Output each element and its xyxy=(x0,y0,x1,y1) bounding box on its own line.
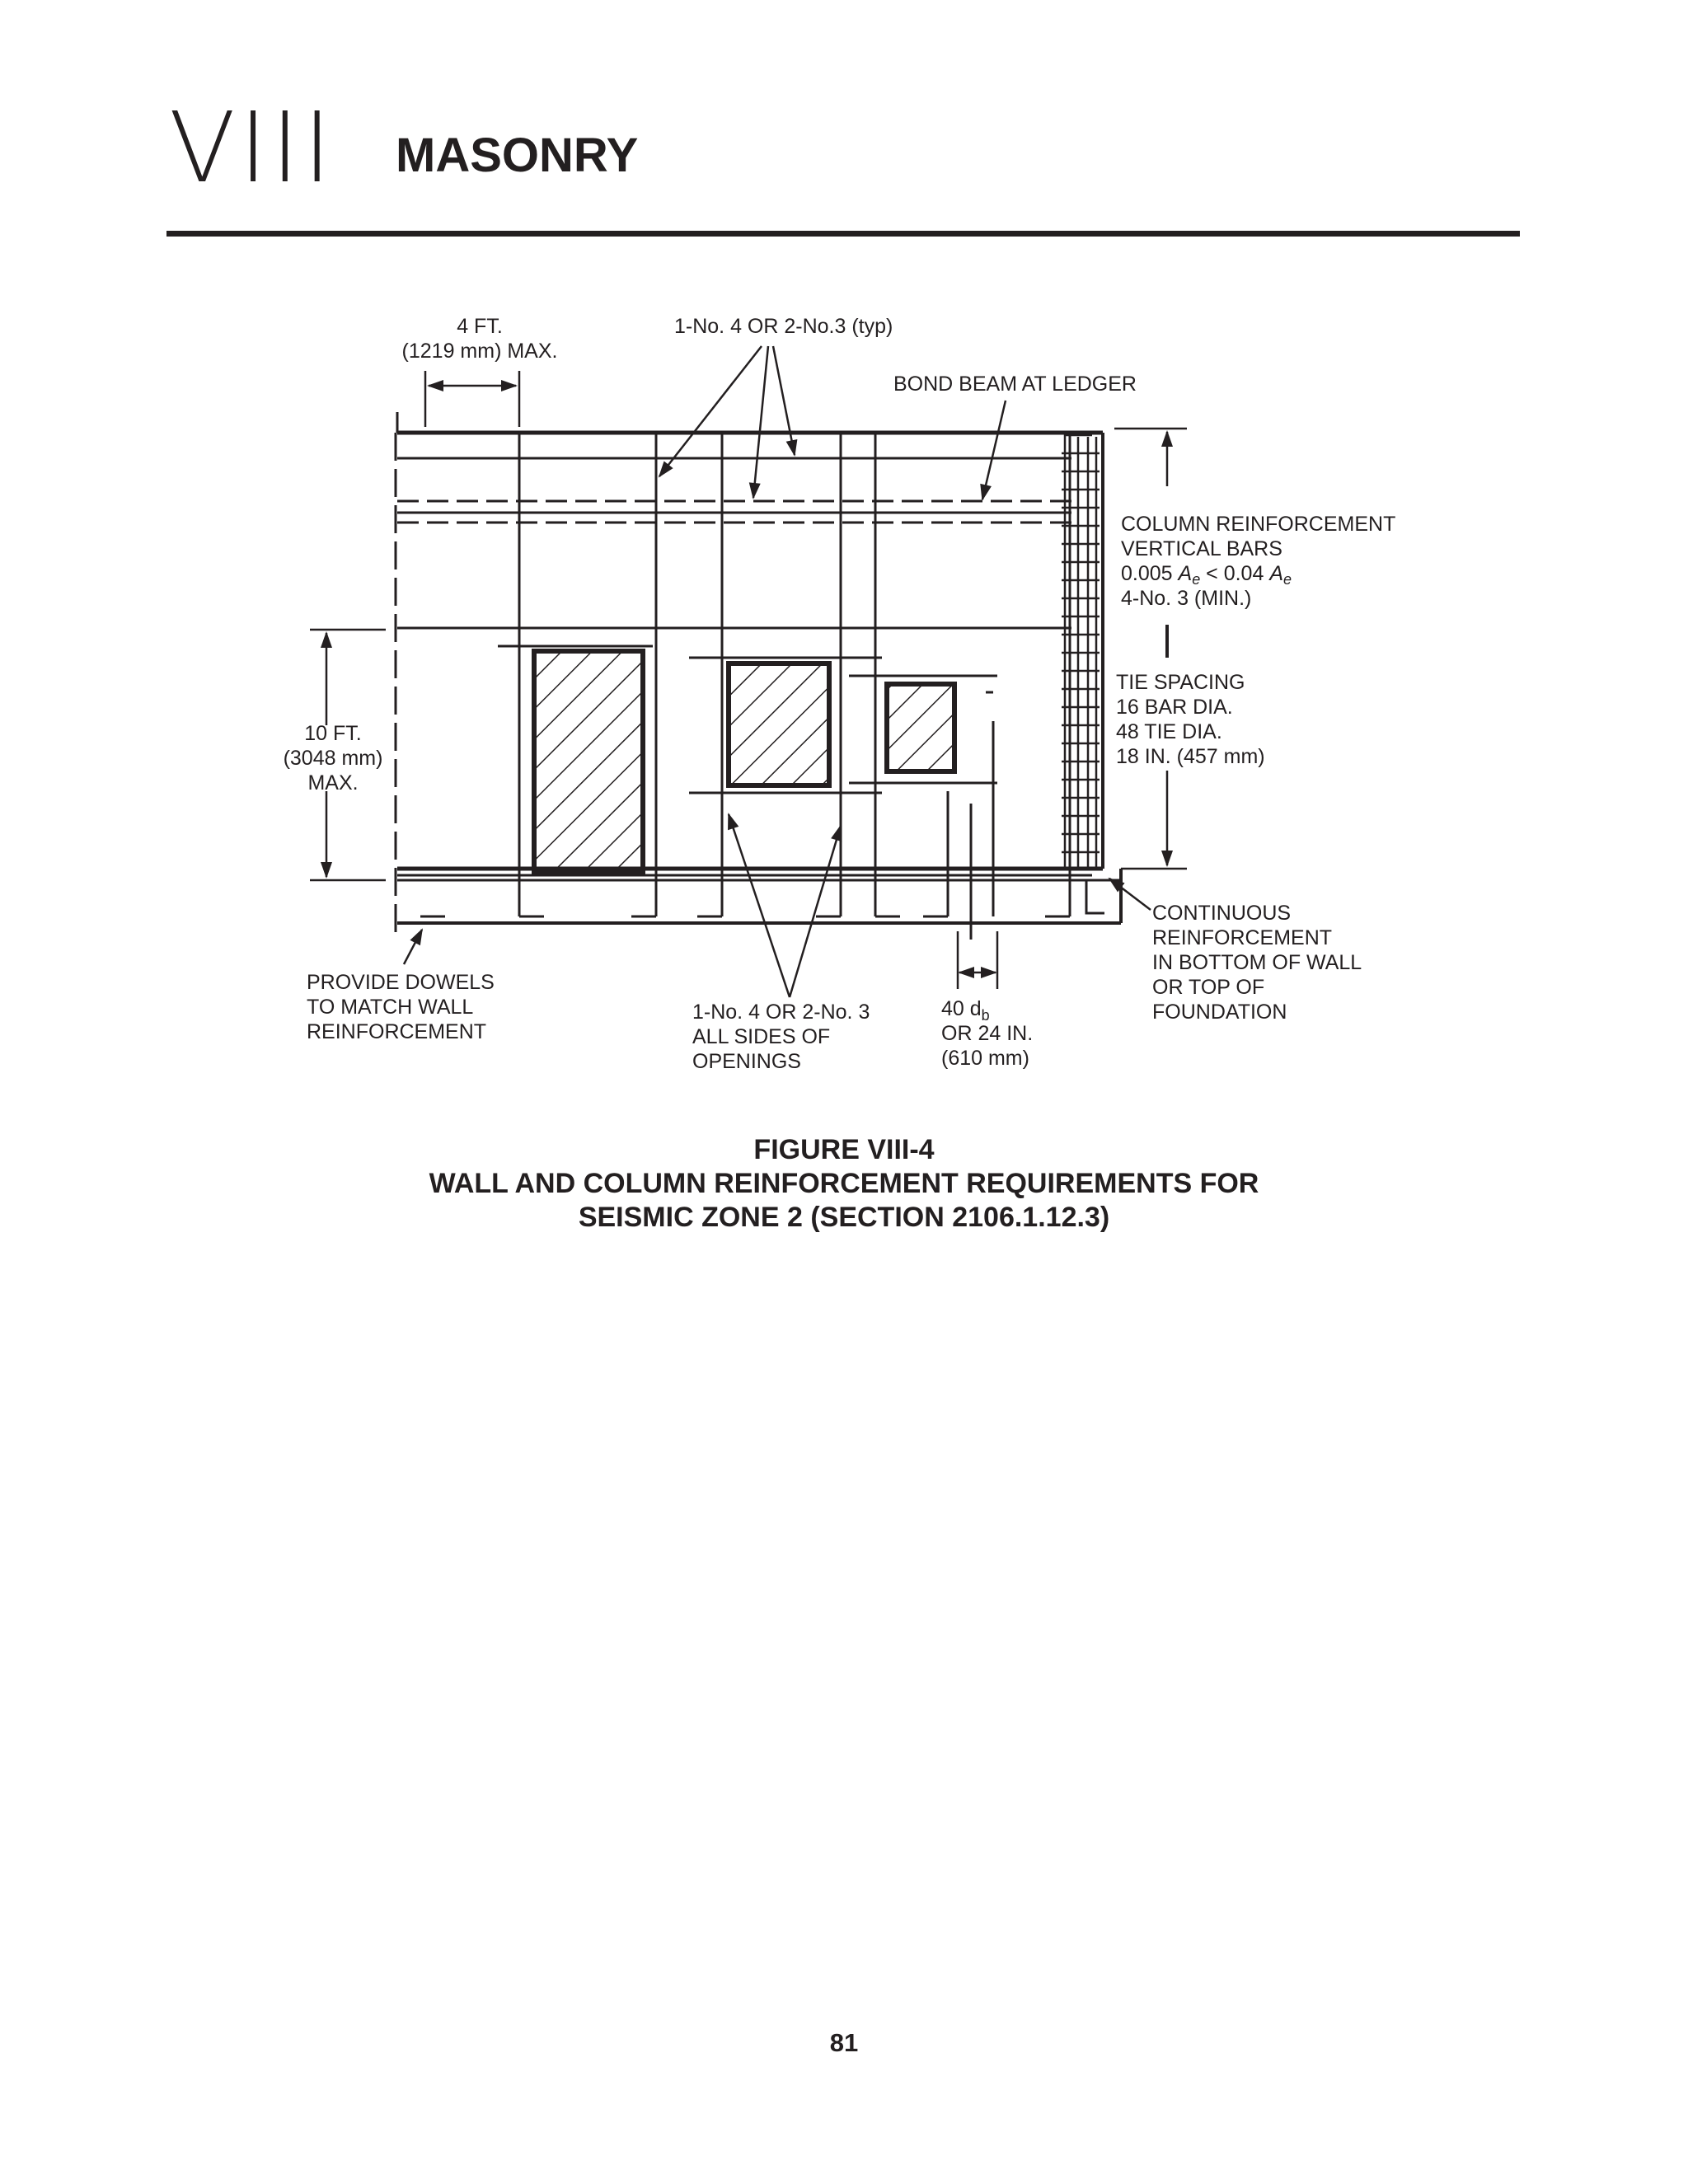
page-number: 81 xyxy=(829,2028,859,2057)
caption-title-line2: SEISMIC ZONE 2 (SECTION 2106.1.12.3) xyxy=(578,1202,1110,1233)
figure-caption xyxy=(0,1133,1688,1235)
label-column-line1: COLUMN REINFORCEMENT xyxy=(1121,513,1396,536)
label-tie-line2: 16 BAR DIA. xyxy=(1116,696,1233,719)
label-spacing-line1: 4 FT. xyxy=(457,315,503,338)
label-column-line2: VERTICAL BARS xyxy=(1121,537,1282,560)
dimension-lap-length xyxy=(958,931,997,989)
label-column-line4: 4-No. 3 (MIN.) xyxy=(1121,587,1252,610)
label-tie-line3: 48 TIE DIA. xyxy=(1116,720,1222,743)
label-bond-beam: BOND BEAM AT LEDGER xyxy=(893,373,1137,396)
label-continuous-line2: REINFORCEMENT xyxy=(1152,926,1333,949)
opening-door xyxy=(534,651,643,872)
label-spacing-line2: (1219 mm) MAX. xyxy=(401,340,558,363)
label-height-line1: 10 FT. xyxy=(304,722,362,745)
opening-window-small xyxy=(887,684,954,771)
bond-beam-lines xyxy=(397,501,1071,523)
label-openings-line3: OPENINGS xyxy=(692,1050,801,1073)
label-dowels-line2: TO MATCH WALL xyxy=(307,996,474,1019)
label-tie-line4: 18 IN. (457 mm) xyxy=(1116,745,1265,768)
label-openings-line2: ALL SIDES OF xyxy=(692,1025,831,1048)
label-lap-line2: OR 24 IN. xyxy=(941,1022,1034,1045)
label-height-line3: MAX. xyxy=(307,771,359,794)
column-reinforcement xyxy=(1062,433,1104,913)
label-typ-bars: 1-No. 4 OR 2-No.3 (typ) xyxy=(674,315,893,338)
dimension-column-height xyxy=(1114,429,1187,869)
label-tie-line1: TIE SPACING xyxy=(1116,671,1245,694)
label-dowels-line3: REINFORCEMENT xyxy=(307,1020,487,1043)
label-height-line2: (3048 mm) xyxy=(283,747,383,770)
label-openings-line1: 1-No. 4 OR 2-No. 3 xyxy=(692,1001,870,1024)
chapter-title: MASONRY xyxy=(396,129,639,182)
caption-figure-number: FIGURE VIII-4 xyxy=(753,1134,935,1165)
label-lap-line1: 40 $d_b$ xyxy=(941,997,990,1024)
label-continuous-line5: FOUNDATION xyxy=(1152,1001,1287,1024)
label-continuous-line3: IN BOTTOM OF WALL xyxy=(1152,951,1362,974)
opening-window-large xyxy=(729,663,829,785)
caption-title-line1: WALL AND COLUMN REINFORCEMENT REQUIREMENTS FOR xyxy=(429,1168,1259,1199)
label-lap-line3: (610 mm) xyxy=(941,1047,1029,1070)
dimension-4ft xyxy=(425,371,519,427)
label-column-line3: 0.005 $A_e < 0.04$ $A_e$ xyxy=(1121,562,1292,588)
label-dowels-line1: PROVIDE DOWELS xyxy=(307,971,495,994)
label-continuous-line1: CONTINUOUS xyxy=(1152,902,1292,925)
label-continuous-line4: OR TOP OF xyxy=(1152,976,1265,999)
chapter-number: VIII xyxy=(169,91,335,204)
diagram-labels xyxy=(284,315,1396,1073)
